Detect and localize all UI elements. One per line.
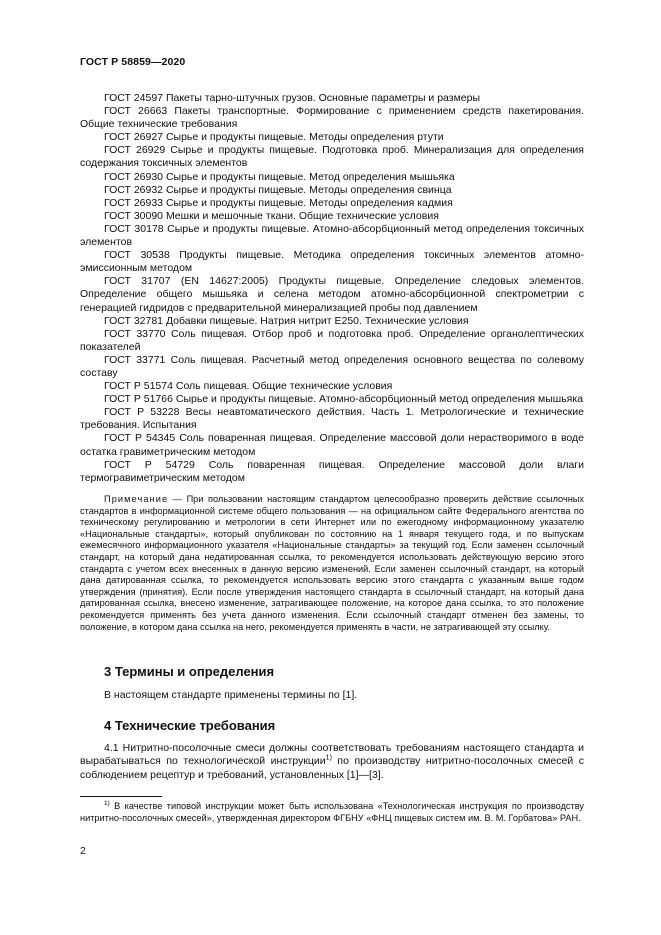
reference-item: ГОСТ 26932 Сырье и продукты пищевые. Методы определения свинца <box>104 183 452 196</box>
section-3-text: В настоящем стандарте применены термины по [1]. <box>104 689 358 701</box>
footnote-marker: 1) <box>104 799 110 807</box>
reference-item: ГОСТ 26927 Сырье и продукты пищевые. Методы определения ртути <box>104 131 444 144</box>
footnote-reference[interactable]: 1) <box>325 754 332 762</box>
normative-references-list <box>80 92 584 485</box>
page-number: 2 <box>80 845 86 857</box>
footnote <box>80 801 584 824</box>
section-4-1-paragraph: 4.1 Нитритно-посолочные смеси должны соответствовать требованиям настоящего стандарта и вырабатываться по технологической инструкции$^{1)}$ по производству нитритно-посолочных смесей с соблюдением рецептур и требований, установленных [1]—[3]. <box>80 742 584 781</box>
reference-item: ГОСТ Р 51766 Сырье и продукты пищевые. Атомно-абсорбционный метод определения мышьяка <box>104 393 584 406</box>
reference-item: ГОСТ 26663 Пакеты транспортные. Формирование с применением средств пакетирования. Общие технические требования <box>80 105 584 131</box>
reference-item: ГОСТ Р 54345 Соль поваренная пищевая. Определение массовой доли нерастворимого в воде остатка гравиметрическим методом <box>80 432 584 458</box>
footnote-text: В качестве типовой инструкции может быть использована «Технологическая инструкция по производству нитритно-посолочных смесей», утвержденная директором ФГБНУ «ФНЦ пищевых систем им. В. М. Горбатова» РАН. <box>80 801 584 823</box>
section-4-heading: 4 Технические требования <box>104 718 276 733</box>
reference-item: ГОСТ Р 54729 Соль поваренная пищевая. Определение массовой доли влаги термогравиметрическим методом <box>80 458 584 484</box>
reference-item: ГОСТ 30178 Сырье и продукты пищевые. Атомно-абсорбционный метод определения токсичных элементов <box>80 222 584 249</box>
reference-item: ГОСТ 24597 Пакеты тарно-штучных грузов. Основные параметры и размеры <box>104 92 481 104</box>
footnote-separator <box>80 796 162 797</box>
note-text: — При пользовании настоящим стандартом целесообразно проверить действие ссылочных стандартов в информационной системе общего пользования — на официальном сайте Федерального агентства по техническому регулированию и метрологии в сети Интернет или по ежегодному информационному указателю «Национальные стандарты», который опубликован по состоянию на 1 января текущего года, и по выпускам ежемесячного информационного указателя «Национальные стандарты» за текущий год. Если заменен ссылочный стандарт, на который дана недатированная ссылка, то рекомендуется использовать действующую версию этого стандарта с учетом всех внесенных в данную версию изменений. Если заменен ссылочный стандарт, на который дана датированная ссылка, то рекомендуется использовать версию этого стандарта с указанным выше годом утверждения (принятия). Если после утверждения настоящего стандарта в ссылочный стандарт, на который дана датированная ссылка, внесено изменение, затрагивающее положение, на которое дана ссылка, то это положение рекомендуется применять без учета данного изменения. Если ссылочный стандарт отменен без замены, то положение, в котором дана ссылка на него, рекомендуется применять в части, не затрагивающей эту ссылку. <box>80 494 584 632</box>
reference-item: ГОСТ 32781 Добавки пищевые. Натрия нитрит Е250. Технические условия <box>104 314 469 327</box>
note-label: Примечание <box>104 494 169 504</box>
reference-item: ГОСТ 31707 (EN 14627:2005) Продукты пищевые. Определение следовых элементов. Определение общего мышьяка и селена методом атомно-абсорбционной спектрометрии с генерацией гидридов с предварительной минерализацией пробы под давлением <box>80 275 584 314</box>
references-note <box>80 494 584 633</box>
reference-item: ГОСТ Р 53228 Весы неавтоматического действия. Часть 1. Метрологические и технические требования. Испытания <box>80 406 584 432</box>
reference-item: ГОСТ 33770 Соль пищевая. Отбор проб и подготовка проб. Определение органолептических показателей <box>80 327 584 353</box>
reference-item: ГОСТ 26930 Сырье и продукты пищевые. Метод определения мышьяка <box>104 170 455 183</box>
reference-item: ГОСТ 30538 Продукты пищевые. Методика определения токсичных элементов атомно-эмиссионным методом <box>80 249 584 275</box>
section-3-heading: 3 Термины и определения <box>104 664 275 679</box>
reference-item: ГОСТ 26933 Сырье и продукты пищевые. Методы определения кадмия <box>104 196 453 209</box>
reference-item: ГОСТ 30090 Мешки и мешочные ткани. Общие технические условия <box>104 209 439 222</box>
reference-item: ГОСТ 26929 Сырье и продукты пищевые. Подготовка проб. Минерализация для определения содержания токсичных элементов <box>80 144 584 170</box>
reference-item: ГОСТ 33771 Соль пищевая. Расчетный метод определения основного вещества по солевому составу <box>80 353 584 379</box>
document-header: ГОСТ Р 58859—2020 <box>80 56 186 68</box>
reference-item: ГОСТ Р 51574 Соль пищевая. Общие технические условия <box>104 380 393 393</box>
